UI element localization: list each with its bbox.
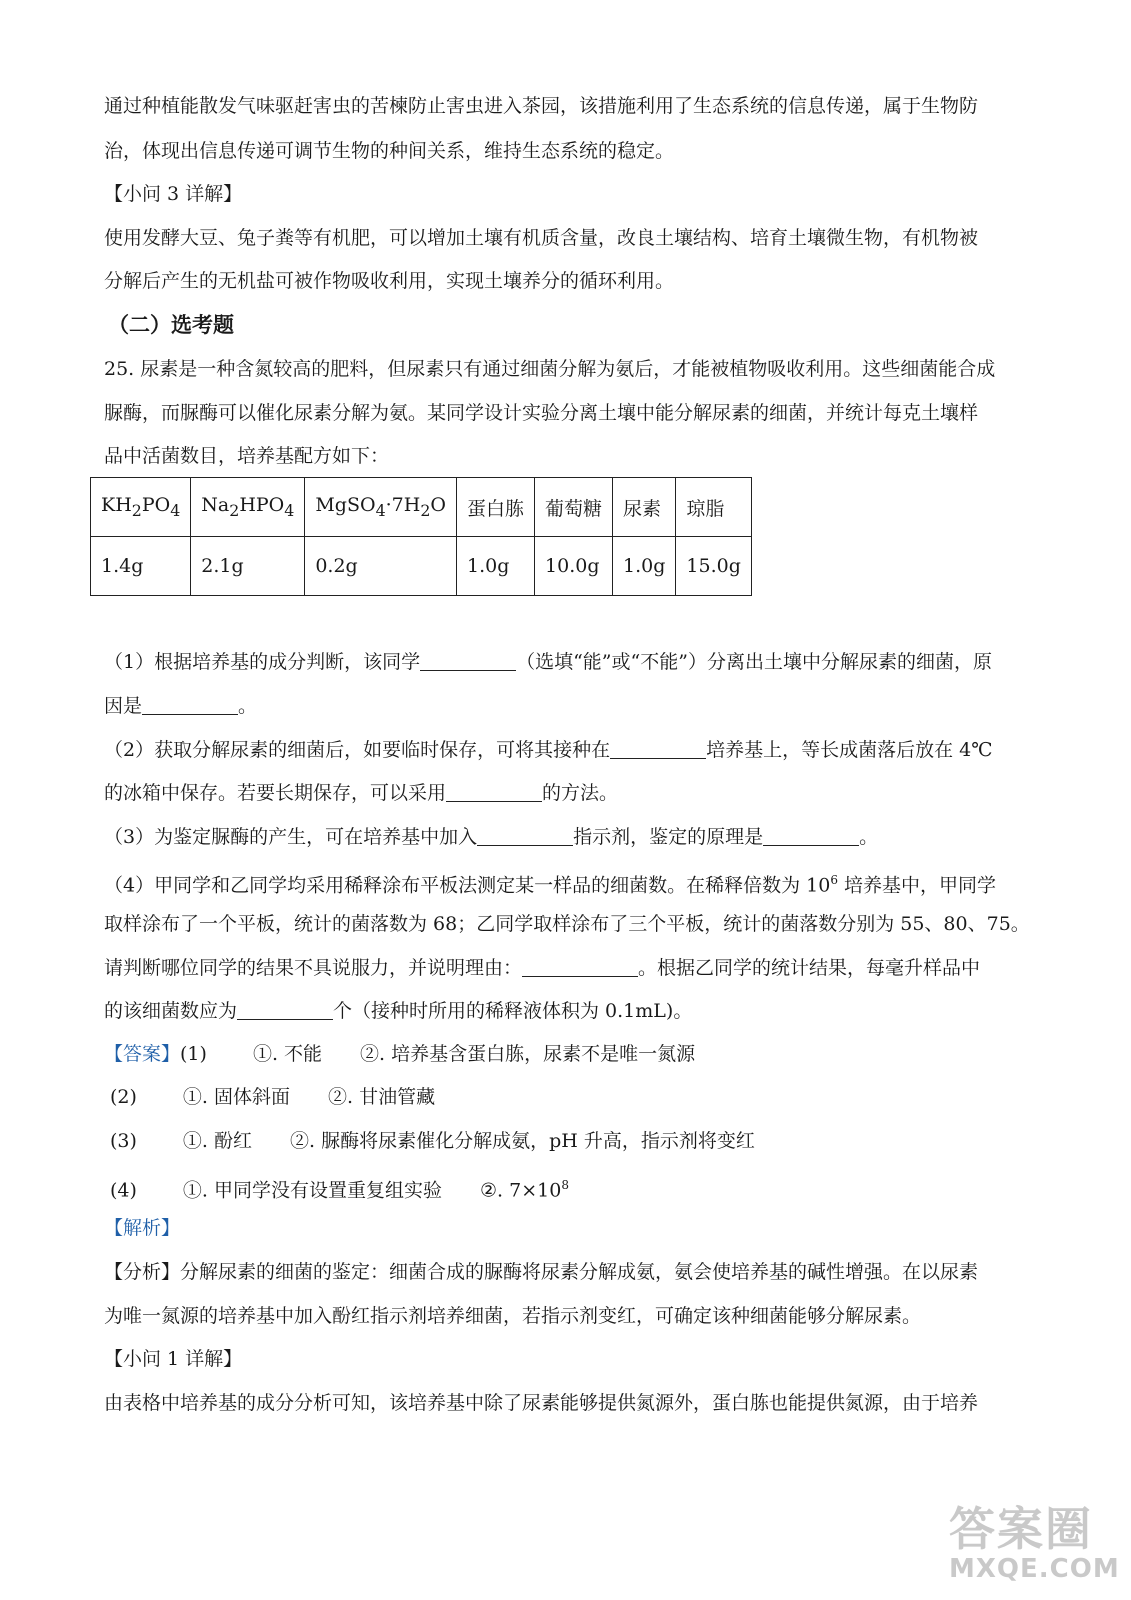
text: （1）根据培养基的成分判断，该同学 (104, 651, 421, 673)
exponent: 6 (830, 873, 838, 887)
text: （4）甲同学和乙同学均采用稀释涂布平板法测定某一样品的细菌数。在稀释倍数为 10 (104, 874, 831, 897)
header-mgso4: $MgSO_4\cdot 7H_2O$ (305, 478, 457, 537)
text: 。 (859, 826, 879, 848)
subquestion-4-line (104, 868, 996, 897)
subquestion-heading: 【小问 1 详解】 (104, 1348, 243, 1370)
table-cell: 0.2g (305, 537, 457, 596)
answer-blank (477, 827, 573, 846)
answer-blank (446, 783, 542, 802)
answer-item: ①. 甲同学没有设置重复组实验 (182, 1179, 443, 1202)
paragraph-line: 治，体现出信息传递可调节生物的种间关系，维持生态系统的稳定。 (104, 140, 675, 162)
table-row (91, 537, 752, 596)
subquestion-4-line (104, 999, 692, 1023)
text: （2）获取分解尿素的细菌后，如要临时保存，可将其接种在 (104, 739, 611, 761)
text: 个（接种时所用的稀释液体积为 0.1mL)。 (333, 1000, 693, 1022)
analysis-line: 为唯一氮源的培养基中加入酚红指示剂培养细菌，若指示剂变红，可确定该种细菌能够分解尿素。 (104, 1305, 922, 1327)
answer-blank (237, 1001, 333, 1020)
medium-recipe-table (90, 477, 752, 596)
answer-number: (4) (110, 1179, 137, 1202)
answer-blank (420, 652, 516, 671)
section-title: （二）选考题 (108, 312, 234, 337)
answer-line (110, 1173, 569, 1202)
answer-item: ①. 不能 (252, 1043, 323, 1065)
table-cell: 1.0g (613, 537, 676, 596)
subquestion-4-line (104, 956, 980, 980)
subquestion-4-line: 取样涂布了一个平板，统计的菌落数为 68；乙同学取样涂布了三个平板，统计的菌落数分别为 55、80、75。 (104, 913, 1030, 935)
answer-number: (3) (110, 1130, 137, 1152)
header-na2hpo4: $Na_2HPO_4$ (191, 478, 305, 537)
table-cell: 1.0g (457, 537, 535, 596)
header-urea: 尿素 (613, 478, 676, 537)
text: 的该细菌数应为 (104, 1000, 238, 1022)
answer-line (110, 1085, 435, 1109)
text: （选填“能”或“不能”）分离出土壤中分解尿素的细菌，原 (516, 651, 992, 673)
answer-line (110, 1129, 755, 1153)
answer-item: ②. 培养基含蛋白胨，尿素不是唯一氮源 (360, 1043, 696, 1065)
header-glucose: 葡萄糖 (535, 478, 613, 537)
answer-item: ①. 酚红 (182, 1130, 253, 1152)
text: 请判断哪位同学的结果不具说服力，并说明理由： (104, 957, 523, 979)
header-peptone: 蛋白胨 (457, 478, 535, 537)
answer-number: (1) (180, 1043, 207, 1065)
text: 。根据乙同学的统计结果，每毫升样品中 (638, 957, 981, 979)
answer-number: (2) (110, 1086, 137, 1108)
answer-blank (610, 740, 706, 759)
answer-blank (763, 827, 859, 846)
watermark-domain: MXQE.COM (949, 1554, 1120, 1584)
exponent: 8 (561, 1178, 569, 1192)
answer-item: ②. 脲酶将尿素催化分解成氨，pH 升高，指示剂将变红 (290, 1130, 755, 1152)
table-cell: 2.1g (191, 537, 305, 596)
text: 培养基上，等长成菌落后放在 4℃ (706, 739, 993, 761)
question-stem-line: 脲酶，而脲酶可以催化尿素分解为氨。某同学设计实验分离土壤中能分解尿素的细菌，并统计每克土壤样 (104, 402, 979, 424)
subquestion-2-line (104, 738, 992, 762)
subquestion-3-line (104, 825, 878, 849)
paragraph-line: 通过种植能散发气味驱赶害虫的苦楝防止害虫进入茶园，该措施利用了生态系统的信息传递，属于生物防 (104, 95, 979, 117)
answer-blank (522, 958, 638, 977)
answer-blank (142, 696, 238, 715)
text: 指示剂，鉴定的原理是 (573, 826, 764, 848)
answer-label: 【答案】 (104, 1043, 181, 1065)
subquestion-1-line (104, 650, 992, 674)
analysis-label: 【解析】 (104, 1217, 181, 1239)
text: 的方法。 (542, 782, 619, 804)
text: 。 (238, 695, 258, 717)
table-cell: 1.4g (91, 537, 191, 596)
analysis-line: 【分析】分解尿素的细菌的鉴定：细菌合成的脲酶将尿素分解成氨，氨会使培养基的碱性增强。在以尿素 (104, 1261, 979, 1283)
site-watermark (949, 1502, 1120, 1590)
header-kh2po4: $KH_2PO_4$ (91, 478, 191, 537)
header-agar: 琼脂 (676, 478, 751, 537)
paragraph-line: 分解后产生的无机盐可被作物吸收利用，实现土壤养分的循环利用。 (104, 270, 675, 292)
subquestion-heading: 【小问 3 详解】 (104, 183, 243, 205)
question-stem-line: 品中活菌数目，培养基配方如下： (104, 445, 390, 467)
answer-item: ①. 固体斜面 (182, 1086, 291, 1108)
subquestion-1-line (104, 694, 257, 718)
watermark-logo-text: 答案圈 (949, 1502, 1093, 1556)
text: 的冰箱中保存。若要长期保存，可以采用 (104, 782, 447, 804)
table-cell: 15.0g (676, 537, 751, 596)
answer-item: ②. 7×10 (480, 1179, 562, 1202)
paragraph-line: 使用发酵大豆、兔子粪等有机肥，可以增加土壤有机质含量，改良土壤结构、培育土壤微生物，有机物被 (104, 227, 979, 249)
text: （3）为鉴定脲酶的产生，可在培养基中加入 (104, 826, 478, 848)
paragraph-line: 由表格中培养基的成分分析可知，该培养基中除了尿素能够提供氮源外，蛋白胨也能提供氮源，由于培养 (104, 1392, 979, 1414)
subquestion-2-line (104, 781, 618, 805)
text: 因是 (104, 695, 143, 717)
table-cell: 10.0g (535, 537, 613, 596)
table-header-row (91, 478, 752, 537)
answer-line (104, 1042, 695, 1066)
answer-item: ②. 甘油管藏 (328, 1086, 436, 1108)
question-stem-line: 25. 尿素是一种含氮较高的肥料，但尿素只有通过细菌分解为氨后，才能被植物吸收利用。这些细菌能合成 (104, 358, 996, 380)
text: 培养基中，甲同学 (837, 874, 996, 897)
